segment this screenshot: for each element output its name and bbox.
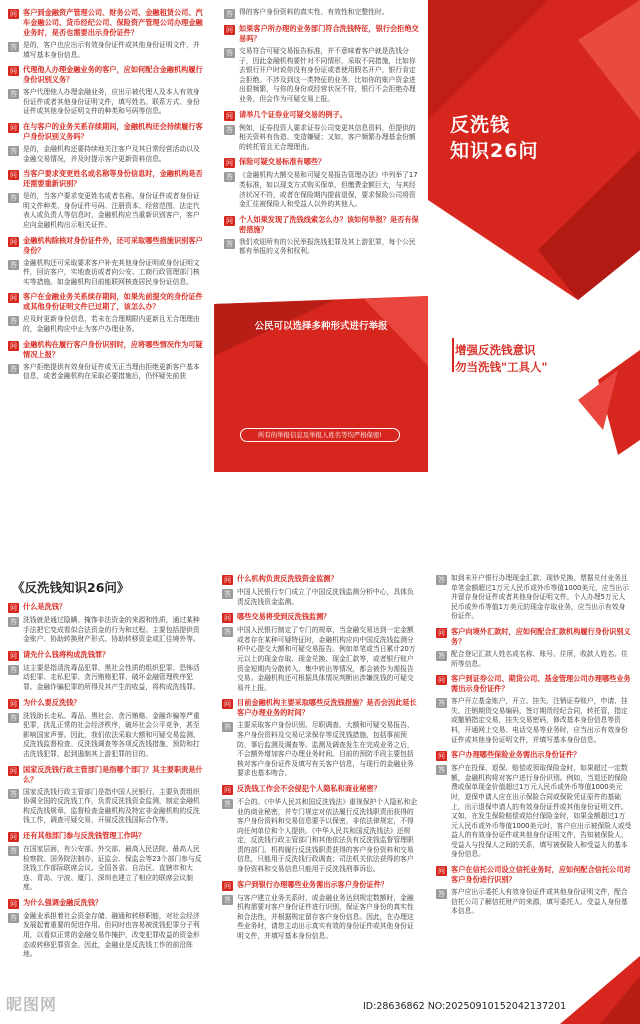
question-line bbox=[222, 698, 420, 718]
question-line bbox=[436, 674, 632, 694]
answer-text: 我们欢迎所有的公民举报洗钱犯罪及其上游犯罪，每个公民都有举报的义务和权利。 bbox=[239, 237, 416, 256]
answer-text: 交易符合可疑交易报告标准，并不意味着客户就是洗钱分子，因此金融机构要针对不同情形，采取不同措施，比如你去银行开户时说你没有身份证或者使用假名开户，银行肯定会拒绝。不涉及到这一类特征的业务，比如你的账户资金进出很频繁，与你的身份或经营状况不符，银行不会拒绝办理业务，但会作为可疑交易上报。 bbox=[239, 47, 416, 103]
qa-item bbox=[8, 122, 206, 164]
question-text: 保险可疑交易标准有哪些？ bbox=[239, 157, 326, 167]
qa-item bbox=[222, 612, 420, 693]
question-text: 客户办理哪些保险业务需出示身份证件？ bbox=[451, 750, 581, 760]
answer-line bbox=[8, 41, 206, 60]
question-text: 请先什么钱将构成洗钱罪？ bbox=[23, 649, 110, 659]
question-text: 为什么要反洗钱？ bbox=[23, 697, 81, 707]
answer-tag: 答 bbox=[10, 913, 17, 922]
question-tag: 问 bbox=[438, 676, 445, 685]
question-line bbox=[436, 627, 632, 647]
question-tag: 问 bbox=[438, 752, 445, 761]
answer-text: 客户在投保、退保、赔偿或领取保险金时，如果超过一定数额，金融机构将对客户进行身份识别。例如，当退还的保险费或保单现金价值超过1万元人民币或外币等值1000美元时，退保申请人应在出示保险合同或保险凭证原件的基础上，出示退保申请人的有效身份证件或其他身份证明文件。又如，在发生保险赔偿或给付保险金时，如果金额超过1万元人民币或外币等值1000美元时，客户应出示被保险人或受益人的有效身份证件或其他身份证明文件，告知被保险人、受益人与投保人之间的关系，填写被保险人和受益人的基本身份信息。 bbox=[451, 764, 632, 859]
answer-line bbox=[8, 912, 206, 960]
qa-item bbox=[224, 8, 420, 19]
question-line bbox=[436, 750, 632, 761]
answer-text: 金融业承担着社会资金存储、融通和转移职能，对社会经济发展起着重要的促进作用。但同时也容易被洗钱犯罪分子利用，以看似正常的金融交易作掩护，改变犯罪收益的资金形态或转移犯罪资金。因此，金融业是反洗钱工作的前沿阵地。 bbox=[23, 911, 200, 959]
answer-line bbox=[222, 798, 420, 875]
question-text: 如果客户所办理的业务部门符合洗钱特征，银行会拒绝交易吗？ bbox=[239, 24, 419, 43]
answer-text: 在国家层面，有公安部、外交部、最高人民法院、最高人民检察院、国务院法制办、证监会、保监会等23个部门参与反洗钱工作部际联席会议。全国各省、自治区、直辖市和大连、青岛、宁波、厦门、深圳也建立了相应的联席会议制度。 bbox=[23, 844, 202, 892]
qa-column-inner-middle bbox=[214, 556, 428, 1024]
question-tag: 问 bbox=[224, 881, 231, 890]
qa-item bbox=[8, 65, 206, 117]
answer-tag: 答 bbox=[10, 665, 17, 674]
answer-line bbox=[8, 88, 206, 117]
question-tag: 问 bbox=[10, 294, 17, 303]
answer-line bbox=[224, 124, 420, 153]
question-text: 代理他人办理金融业务的客户，应如何配合金融机构履行身份识别义务？ bbox=[23, 65, 203, 85]
question-tag: 问 bbox=[224, 614, 231, 623]
qa-item bbox=[224, 110, 420, 153]
qa-item bbox=[8, 602, 206, 645]
question-tag: 问 bbox=[10, 766, 17, 775]
answer-line bbox=[8, 145, 206, 164]
answer-text: 是的，当客户要求变更姓名或者名称、身份证件或者身份证明文件种类、身份证件号码、注册资本、经营范围、法定代表人或负责人等信息时，金融机构应当重新识别客户，客户应向金融机构出示相关证件。 bbox=[23, 192, 200, 229]
qa-item bbox=[436, 750, 632, 860]
question-text: 当客户要求变更姓名或名称等身份信息时，金融机构是否还需要重新识别？ bbox=[23, 169, 203, 189]
cover-slogan bbox=[455, 342, 547, 376]
answer-line bbox=[8, 845, 206, 893]
qa-column-inner-left bbox=[0, 556, 214, 1024]
question-tag: 问 bbox=[10, 123, 17, 132]
question-tag: 问 bbox=[224, 700, 231, 709]
answer-tag: 答 bbox=[10, 194, 17, 203]
answer-tag: 答 bbox=[438, 766, 445, 775]
main-title: 《反洗钱知识26问》 bbox=[12, 580, 130, 595]
question-text: 客户向境外汇款时，应如何配合汇款机构履行身份识别义务？ bbox=[451, 626, 631, 646]
qa-item bbox=[224, 157, 420, 209]
question-tag: 问 bbox=[10, 651, 17, 660]
answer-text: 客户应出示委托人有效身份证件或其他身份证明文件，配合信托公司了解信托财产的来源，填写委托人、受益人身份基本信息。 bbox=[451, 888, 628, 916]
answer-tag: 答 bbox=[10, 90, 17, 99]
question-tag: 问 bbox=[226, 111, 233, 120]
answer-line bbox=[8, 788, 206, 826]
answer-line bbox=[436, 650, 632, 669]
question-line bbox=[8, 698, 206, 709]
question-line bbox=[224, 110, 420, 121]
question-text: 客户在信托公司设立信托业务时，应如何配合信托公司对客户身份进行识别？ bbox=[451, 865, 631, 885]
question-line bbox=[8, 8, 206, 38]
question-text: 金融机构在履行客户身份识别时，应将哪些情况作为可疑情况上报？ bbox=[23, 339, 203, 359]
question-line bbox=[222, 784, 420, 795]
answer-tag: 答 bbox=[226, 125, 233, 134]
answer-text: 客户代理他人办理金融业务，应出示被代理人及本人有效身份证件或者其他身份证明文件，填写姓名、联系方式、身份证件或其他身份证明文件的种类和号码等信息。 bbox=[23, 88, 200, 116]
qa-item bbox=[222, 784, 420, 875]
answer-line bbox=[8, 363, 206, 382]
answer-tag: 答 bbox=[224, 628, 231, 637]
qa-item bbox=[8, 236, 206, 288]
answer-text: 配合登记汇款人姓名或名称、账号、住所，收款人姓名、住所等信息。 bbox=[451, 649, 628, 668]
question-line bbox=[8, 65, 206, 85]
question-line bbox=[222, 574, 420, 585]
question-line bbox=[8, 831, 206, 842]
sheet-gap bbox=[0, 472, 640, 556]
answer-tag: 答 bbox=[10, 146, 17, 155]
slogan-line-2: 勿当洗钱"工具人" bbox=[455, 360, 548, 374]
qa-item bbox=[8, 169, 206, 230]
answer-line bbox=[222, 894, 420, 942]
question-tag: 问 bbox=[226, 159, 233, 168]
watermark-logo: 昵图网 bbox=[6, 995, 58, 1014]
brochure-outside bbox=[0, 0, 640, 472]
cover-panel bbox=[428, 0, 640, 472]
brochure-inside bbox=[0, 556, 640, 1024]
report-confidential-note: 所有的举报信息及举报人姓名等均严格保密! bbox=[240, 428, 400, 442]
answer-text: 例如，证券投资人要求证券公司变更其信息资料，但提供的相关资料有伪造、变造嫌疑；又如，客户频繁办理基金份额的转托管且无合理理由。 bbox=[239, 123, 416, 151]
question-text: 什么机构负责反洗钱资金监测？ bbox=[237, 574, 338, 583]
answer-text: 客户拒绝提供有效身份证件或无正当理由拒绝更新客户基本信息，或者金融机构在采取必要措施后，仍怀疑先前获 bbox=[23, 362, 200, 381]
qa-item bbox=[436, 574, 632, 622]
qa-item bbox=[436, 627, 632, 669]
answer-text: 洗钱就是通过隐瞒、掩饰非法资金的来源和性质，通过某种手法把它变成看似合法资金的行为和过程。主要包括提供资金账户、协助转换财产形式、协助转移资金或汇往境外等。 bbox=[23, 616, 200, 644]
qa-item bbox=[222, 698, 420, 779]
answer-line bbox=[8, 664, 206, 693]
answer-text: 客户开立基金账户，开立、挂失、注销证券账户，申请、挂失、注销期货交易编码，签订期货经纪合同，转托管，指定或撤销指定交易，挂失交易密码，修改基本身份信息等资料，开通网上交易、电话交易等业务时，应当出示有效身份证件或其他身份证明文件，并填写基本身份信息。 bbox=[451, 697, 628, 744]
question-line bbox=[8, 292, 206, 312]
answer-tag: 答 bbox=[10, 43, 17, 51]
slogan-accent-bar bbox=[452, 338, 454, 372]
answer-line bbox=[8, 616, 206, 645]
qa-item bbox=[8, 831, 206, 893]
qa-item bbox=[8, 340, 206, 382]
question-tag: 问 bbox=[224, 576, 231, 584]
slogan-line-1: 增强反洗钱意识 bbox=[455, 343, 536, 357]
question-line bbox=[224, 215, 420, 235]
qa-item bbox=[8, 8, 206, 60]
question-tag: 问 bbox=[10, 10, 17, 18]
question-text: 目前金融机构主要采取哪些反洗钱措施？是否会因此延长客户办理业务的时间？ bbox=[237, 698, 417, 718]
answer-text: 《金融机构大额交易和可疑交易报告管理办法》中列举了17类标准，如以现支方式购买保单，但缴费金额巨大，与其经济状况不符，或者在保险期内提前退保，要求保险公司将资金汇往被保险人和受益人以外的其他人。 bbox=[239, 171, 418, 209]
corner-red-shape bbox=[540, 956, 640, 1024]
qa-item bbox=[8, 650, 206, 693]
answer-line bbox=[436, 888, 632, 917]
question-text: 个人如果发现了洗钱线索怎么办？该如何举报？是否有保密措施？ bbox=[239, 214, 419, 234]
qa-column-inner-right bbox=[428, 556, 640, 1024]
answer-line bbox=[222, 721, 420, 779]
answer-text: 国家反洗钱行政主管部门是指中国人民银行，主要负责组织协调全国的反洗钱工作，负责反洗钱资金监测，制定金融机构反洗钱规章，监督检查金融机构及特定非金融机构的反洗钱工作，调查可疑交易，开展反洗钱国际合作等。 bbox=[23, 787, 200, 825]
qa-item bbox=[436, 674, 632, 745]
answer-text: 中国人民银行专门成立了中国反洗钱监测分析中心，具体负责反洗钱资金监测。 bbox=[237, 588, 414, 606]
question-line bbox=[224, 24, 420, 44]
answer-tag: 答 bbox=[224, 895, 231, 904]
cover-title-line-2: 知识26问 bbox=[450, 140, 539, 162]
question-tag: 问 bbox=[10, 67, 17, 76]
answer-line bbox=[8, 315, 206, 334]
qa-item bbox=[8, 765, 206, 826]
question-line bbox=[8, 340, 206, 360]
answer-line bbox=[224, 47, 420, 105]
answer-tag: 答 bbox=[224, 590, 231, 598]
answer-text: 不会的。《中华人民共和国反洗钱法》重视保护个人隐私和企业的商业秘密，并专门规定对依法履行反洗钱职责而获得的客户身份资料和交易信息要予以保密，非依法律规定，不得向任何单位和个人提供。《中华人民共和国反洗钱法》还规定，反洗钱行政主管部门和其他依法负有反洗钱监督管理职责的部门、机构履行反洗钱职责获得的客户身份资料和交易信息，只能用于反洗钱行政调查；司法机关依法获得的客户身份资料和交易信息只能用于反洗钱刑事诉讼。 bbox=[237, 797, 418, 874]
answer-tag: 答 bbox=[438, 651, 445, 660]
question-text: 反洗钱工作会不会侵犯个人隐私和商业秘密？ bbox=[237, 783, 381, 793]
question-text: 客户到金融资产管理公司、财务公司、金融租赁公司、汽车金融公司、货币经纪公司、保险资产管理公司办理金融业务时，是否也需要出示身份证件？ bbox=[23, 8, 203, 37]
question-text: 国家反洗钱行政主管部门是指哪个部门？其主要职责是什么？ bbox=[23, 764, 203, 784]
qa-item bbox=[8, 698, 206, 760]
answer-tag: 答 bbox=[10, 364, 17, 373]
qa-item bbox=[224, 215, 420, 257]
answer-text: 如到未开户银行办理现金汇款、现钞兑换、票据兑付业务且单笔金额超过1万元人民币或外币等值1000美元，应当出示并留存身份证件或者其他身份证明文件。个人办理5万元人民币或外币等值1万美元的现金存取业务，应当出示有效身份证件。 bbox=[451, 574, 629, 621]
answer-tag: 答 bbox=[10, 846, 17, 855]
question-tag: 问 bbox=[10, 832, 17, 841]
answer-line bbox=[222, 626, 420, 693]
answer-line bbox=[224, 8, 420, 19]
question-text: 为什么强调金融反洗钱？ bbox=[23, 897, 103, 907]
qa-column-left bbox=[0, 0, 214, 472]
answer-text: 是的，金融机构还要持续地关注客户及其日常经营活动以及金融交易情况，并及时提示客户更新资料信息。 bbox=[23, 144, 200, 163]
question-text: 还有其他部门参与反洗钱管理工作吗？ bbox=[23, 830, 146, 840]
question-line bbox=[8, 765, 206, 785]
answer-line bbox=[224, 171, 420, 209]
answer-tag: 答 bbox=[438, 890, 445, 899]
answer-text: 这主要是指清洗毒品犯罪、黑社会性质的组织犯罪、恐怖活动犯罪、走私犯罪、贪污贿赂犯罪、破坏金融管理秩序犯罪、金融诈骗犯罪的所得及其产生的收益，将构成洗钱罪。 bbox=[23, 663, 200, 691]
answer-text: 得的客户身份资料的真实性、有效性和完整性时。 bbox=[239, 8, 389, 16]
question-text: 客户到证券公司、期货公司、基金管理公司办理哪些业务需出示身份证件？ bbox=[451, 674, 631, 694]
question-line bbox=[8, 169, 206, 189]
question-text: 哪些交易将受到反洗钱监测？ bbox=[237, 612, 331, 622]
question-line bbox=[222, 612, 420, 623]
question-tag: 问 bbox=[10, 604, 17, 612]
answer-tag: 答 bbox=[226, 49, 233, 57]
answer-line bbox=[8, 259, 206, 288]
answer-tag: 答 bbox=[438, 576, 445, 584]
answer-tag: 答 bbox=[226, 239, 233, 248]
question-tag: 问 bbox=[10, 341, 17, 350]
question-line bbox=[436, 865, 632, 885]
answer-line bbox=[8, 192, 206, 230]
answer-text: 与客户建立业务关系时，或金融业务达到规定数额时，金融机构需要对客户身份证件进行识别，保证客户身份的真实性和合法性，并根据规定留存客户身份信息。因此，在办理这些业务时，请您主动出示真实有效的身份证件或其他身份证明文件，并填写基本身份信息。 bbox=[237, 893, 414, 941]
question-tag: 问 bbox=[224, 785, 231, 794]
report-title: 公民可以选择多种形式进行举报 bbox=[254, 321, 388, 332]
question-tag: 问 bbox=[438, 628, 445, 637]
question-text: 客户在金融业务关系续存期间，如果先前提交的身份证件或其他身份证明文件已过期了，该怎么办？ bbox=[23, 292, 203, 312]
qa-item bbox=[8, 898, 206, 960]
question-tag: 问 bbox=[10, 699, 17, 708]
question-tag: 问 bbox=[10, 237, 17, 246]
answer-tag: 答 bbox=[226, 10, 233, 18]
cover-title bbox=[450, 112, 538, 164]
answer-tag: 答 bbox=[10, 713, 17, 722]
question-tag: 问 bbox=[10, 171, 17, 180]
qa-item bbox=[224, 24, 420, 105]
answer-line bbox=[222, 588, 420, 607]
question-line bbox=[224, 157, 420, 168]
question-text: 金融机构除核对身份证件外，还可采取哪些措施识别客户身份？ bbox=[23, 235, 203, 255]
question-text: 请举几个证券业可疑交易的例子。 bbox=[239, 109, 347, 119]
question-tag: 问 bbox=[438, 867, 445, 876]
qa-item bbox=[436, 865, 632, 917]
answer-text: 中国人民银行制定了专门的规章，当金融交易达到一定金额或者存在某种可疑特征时，金融机构应向中国反洗钱监测分析中心提交大额和可疑交易报告。例如单笔或当日累计20万元以上的现金存取、现金兑换、现金汇款等，或者银行账户资金短期内分散转入、集中转出等情况，都会被作为需报告交易。金融机构还可根据具体情况判断出涉嫌洗钱的可疑交易并上报。 bbox=[237, 626, 416, 692]
answer-text: 金融机构还可采取要求客户补充其他身份证明或身份证明文件，回访客户，实地查访或者向公安、工商行政管理部门核实等措施。如金融机构目前能联网核查居民身份证信息。 bbox=[23, 258, 200, 286]
answer-tag: 答 bbox=[10, 618, 17, 626]
watermark-id: ID:28636862 NO:20250910152042137201 bbox=[360, 1000, 569, 1013]
answer-tag: 答 bbox=[10, 789, 17, 798]
question-line bbox=[8, 898, 206, 909]
question-line bbox=[8, 650, 206, 661]
answer-line bbox=[436, 764, 632, 860]
question-text: 在与客户的业务关系存续期间，金融机构还会持续履行客户身份识别义务吗？ bbox=[23, 121, 203, 141]
question-line bbox=[8, 122, 206, 142]
question-tag: 问 bbox=[226, 216, 233, 225]
question-tag: 问 bbox=[226, 26, 233, 34]
qa-item bbox=[8, 292, 206, 334]
question-line bbox=[222, 880, 420, 891]
qa-item bbox=[222, 574, 420, 607]
answer-tag: 答 bbox=[10, 260, 17, 269]
question-line bbox=[8, 236, 206, 256]
cover-red-shapes bbox=[428, 0, 640, 472]
question-line bbox=[8, 602, 206, 613]
answer-line bbox=[8, 712, 206, 760]
answer-text: 主要采取客户身份识别、尽职调查、大额和可疑交易报告、客户身份资料及交易记录保存等反洗钱措施，包括事前预防、事后监测及调查等。监测及调查发生在完成业务之后，不会额外增加客户办理业务时间。目前的预防手段主要包括核对客户身份证件及填写有关客户信息，与现行的金融业务要求也基本吻合。 bbox=[237, 721, 414, 778]
question-text: 客户到银行办理哪些业务需出示客户身份证件？ bbox=[237, 879, 388, 889]
answer-line bbox=[224, 238, 420, 257]
cover-title-line-1: 反洗钱 bbox=[450, 114, 511, 136]
answer-tag: 答 bbox=[438, 699, 445, 708]
answer-line bbox=[436, 574, 632, 622]
answer-text: 应及时更新身份信息，若未在合理期限内更新且无合理理由的，金融机构应中止为客户办理业务。 bbox=[23, 315, 200, 333]
qa-item bbox=[222, 880, 420, 942]
answer-text: 是的，客户也应出示有效身份证件或其他身份证明文件，并填写基本身份信息。 bbox=[23, 41, 200, 59]
answer-text: 洗钱助长走私、毒品、黑社会、贪污贿赂、金融诈骗等严重犯罪，扰乱正常的社会经济秩序，破坏社会公平竞争，甚至影响国家声誉。因此，我们依法采取大额和可疑交易监测、反洗钱监督检查、反洗钱调查等各项反洗钱措施，预防和打击洗钱犯罪，起到遏制其上游犯罪的目的。 bbox=[23, 711, 200, 758]
question-text: 什么是洗钱？ bbox=[23, 602, 67, 611]
answer-tag: 答 bbox=[226, 173, 233, 182]
answer-tag: 答 bbox=[224, 799, 231, 808]
answer-tag: 答 bbox=[224, 723, 231, 732]
question-tag: 问 bbox=[10, 899, 17, 908]
answer-tag: 答 bbox=[10, 317, 17, 326]
answer-line bbox=[436, 697, 632, 745]
